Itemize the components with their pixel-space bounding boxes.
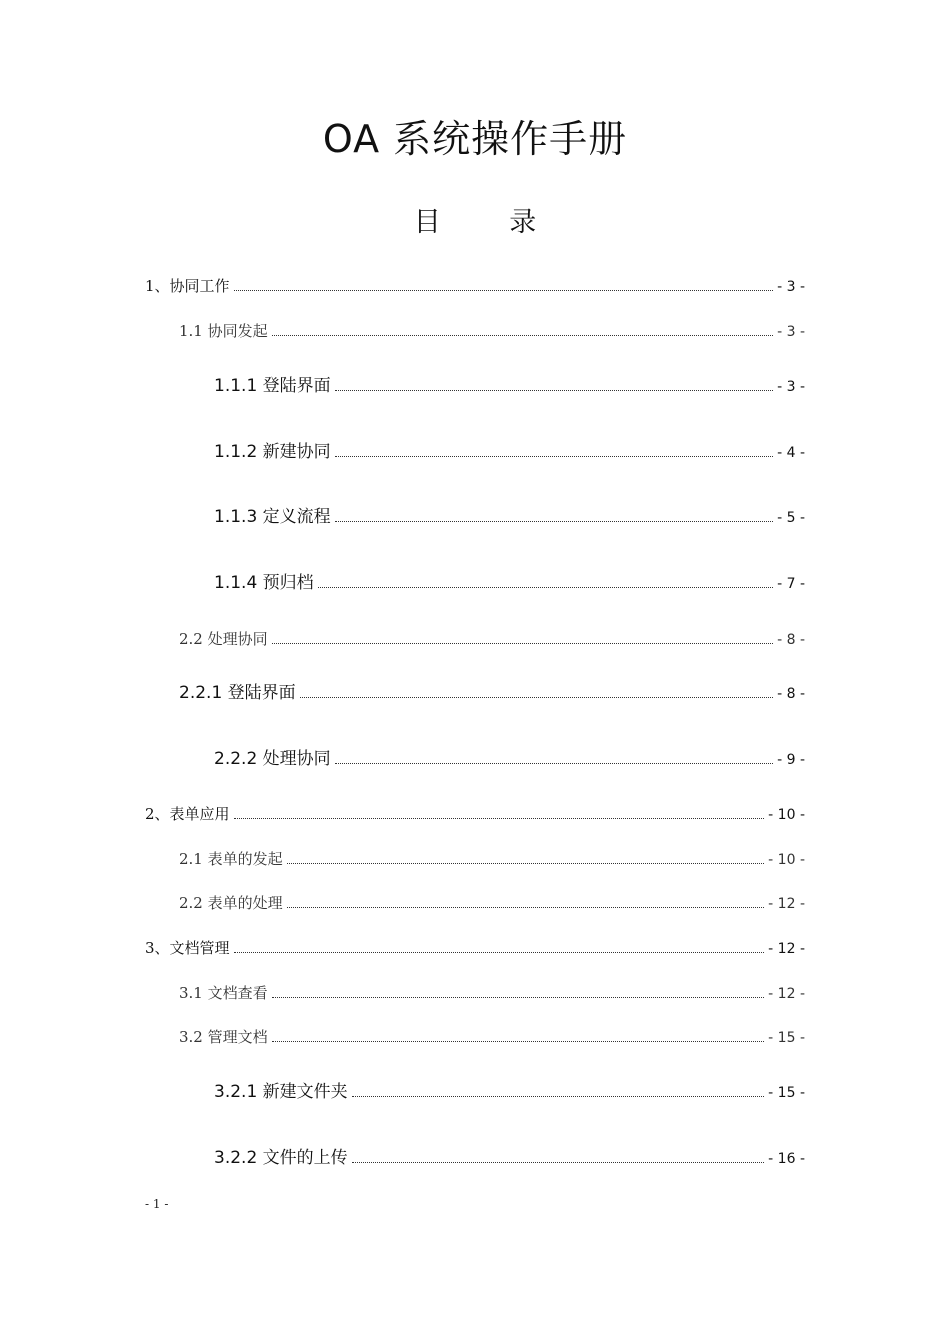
toc-entry-page: - 10 - bbox=[768, 807, 805, 823]
toc-entry[interactable] bbox=[214, 437, 805, 462]
toc-entry-page: - 15 - bbox=[768, 1085, 805, 1101]
toc-entry-label: 3.2.2 文件的上传 bbox=[214, 1148, 348, 1168]
toc-entry-page: - 3 - bbox=[777, 324, 805, 340]
toc-entry-page: - 8 - bbox=[777, 632, 805, 648]
toc-entry-page: - 4 - bbox=[777, 445, 805, 461]
toc-entry-page: - 15 - bbox=[768, 1030, 805, 1046]
page-number: - 1 - bbox=[145, 1197, 169, 1211]
toc-entry-page: - 8 - bbox=[777, 686, 805, 702]
toc-entry[interactable] bbox=[214, 502, 805, 527]
toc-entry-label: 2.1 表单的发起 bbox=[179, 850, 283, 868]
toc-leader-dots bbox=[234, 818, 765, 819]
document-title: OA 系统操作手册 bbox=[322, 117, 628, 161]
toc-leader-dots bbox=[272, 335, 773, 336]
toc-entry-label: 3、文档管理 bbox=[145, 939, 230, 957]
toc-entry-label: 3.1 文档查看 bbox=[179, 984, 268, 1002]
toc-entry-label: 2.2 处理协同 bbox=[179, 630, 268, 648]
toc-leader-dots bbox=[335, 390, 773, 391]
toc-entry[interactable] bbox=[179, 678, 805, 703]
toc-entry[interactable] bbox=[179, 320, 805, 341]
toc-entry[interactable] bbox=[214, 1077, 805, 1102]
toc-entry-page: - 10 - bbox=[768, 852, 805, 868]
toc-leader-dots bbox=[352, 1162, 765, 1163]
toc-entry[interactable] bbox=[179, 1026, 805, 1047]
toc-leader-dots bbox=[272, 643, 773, 644]
toc-entry-label: 2.2.2 处理协同 bbox=[214, 749, 331, 769]
toc-entry-page: - 3 - bbox=[777, 379, 805, 395]
toc-entry-page: - 9 - bbox=[777, 752, 805, 768]
toc-entry[interactable] bbox=[145, 803, 805, 824]
toc-entry-page: - 12 - bbox=[768, 986, 805, 1002]
toc-entry[interactable] bbox=[214, 744, 805, 769]
toc-entry[interactable] bbox=[145, 937, 805, 958]
toc-leader-dots bbox=[234, 952, 765, 953]
toc-entry[interactable] bbox=[179, 628, 805, 649]
toc-entry[interactable] bbox=[179, 982, 805, 1003]
toc-entry[interactable] bbox=[179, 848, 805, 869]
toc-entry-page: - 12 - bbox=[768, 941, 805, 957]
toc-entry-label: 1.1.4 预归档 bbox=[214, 573, 314, 593]
toc-entry-page: - 16 - bbox=[768, 1151, 805, 1167]
toc-entry-page: - 7 - bbox=[777, 576, 805, 592]
toc-leader-dots bbox=[272, 997, 765, 998]
toc-entry-label: 1.1.2 新建协同 bbox=[214, 442, 331, 462]
toc-entry[interactable] bbox=[214, 1143, 805, 1168]
toc-entry-label: 2、表单应用 bbox=[145, 805, 230, 823]
toc-leader-dots bbox=[335, 763, 773, 764]
toc-entry[interactable] bbox=[179, 892, 805, 913]
toc-leader-dots bbox=[300, 697, 773, 698]
toc-entry-label: 3.2.1 新建文件夹 bbox=[214, 1082, 348, 1102]
toc-entry-label: 2.2 表单的处理 bbox=[179, 894, 283, 912]
toc-entry-label: 3.2 管理文档 bbox=[179, 1028, 268, 1046]
toc-entry-label: 1、协同工作 bbox=[145, 277, 230, 295]
toc-leader-dots bbox=[335, 456, 773, 457]
toc-entry[interactable] bbox=[145, 275, 805, 296]
toc-entry-label: 1.1.1 登陆界面 bbox=[214, 376, 331, 396]
toc-leader-dots bbox=[287, 907, 765, 908]
toc-entry-page: - 12 - bbox=[768, 896, 805, 912]
toc-heading: 目 录 bbox=[413, 207, 567, 238]
toc-entry[interactable] bbox=[214, 568, 805, 593]
toc-entry-page: - 3 - bbox=[777, 279, 805, 295]
toc-entry-page: - 5 - bbox=[777, 510, 805, 526]
toc-entry-label: 1.1.3 定义流程 bbox=[214, 507, 331, 527]
toc-entry-label: 2.2.1 登陆界面 bbox=[179, 683, 296, 703]
toc-leader-dots bbox=[318, 587, 773, 588]
toc-leader-dots bbox=[287, 863, 765, 864]
toc-entry[interactable] bbox=[214, 371, 805, 396]
toc-leader-dots bbox=[234, 290, 774, 291]
toc-leader-dots bbox=[272, 1041, 765, 1042]
toc-entry-label: 1.1 协同发起 bbox=[179, 322, 268, 340]
toc-leader-dots bbox=[335, 521, 773, 522]
toc-leader-dots bbox=[352, 1096, 765, 1097]
